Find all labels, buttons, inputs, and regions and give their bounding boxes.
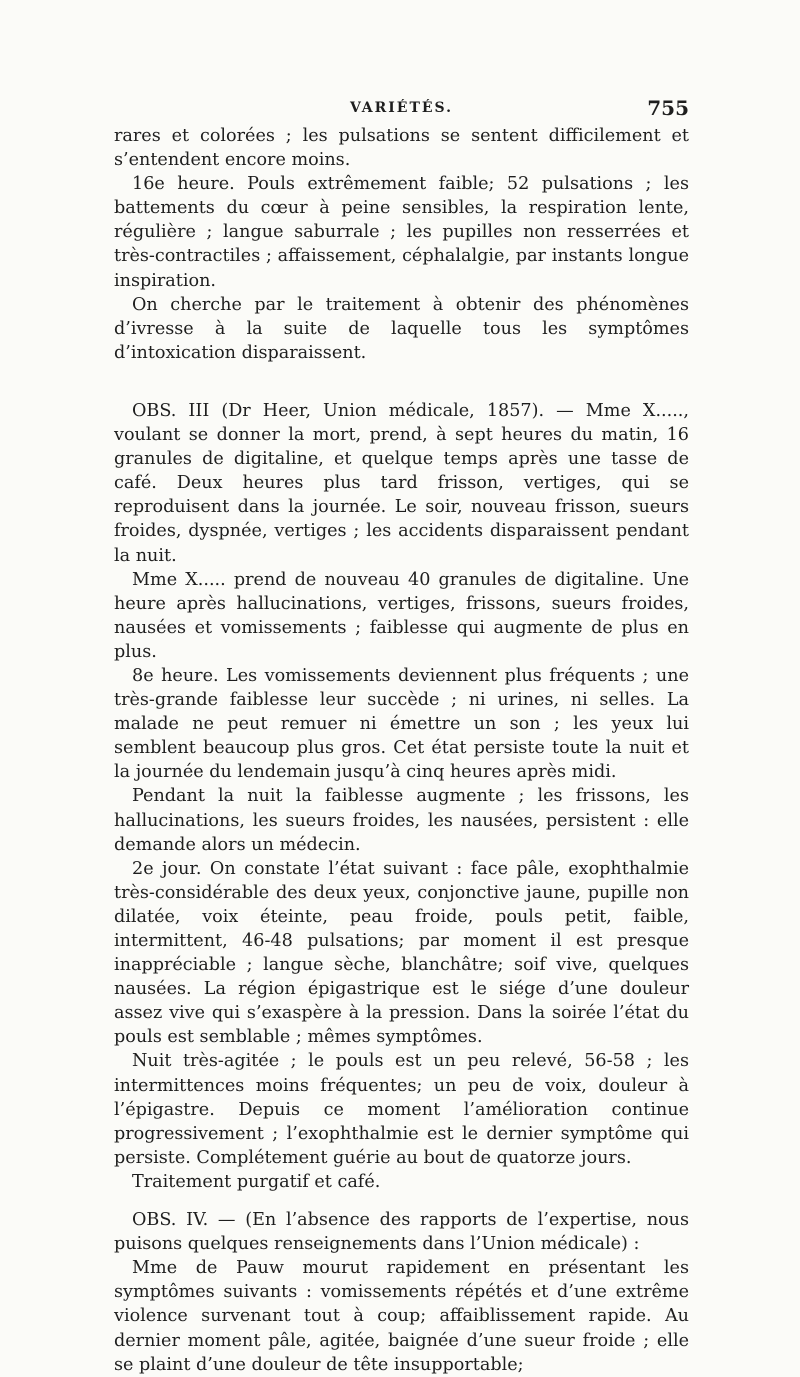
paragraph: Mme de Pauw mourut rapidement en présentant les symptômes suivants : vomissements répétés et d’une extrême violence survenant tout à coup; affaiblissement rapide. Au dernier moment pâle, agitée, baignée d’une sueur froide ; elle se plaint d’une douleur de tête insupportable; bbox=[114, 1258, 689, 1375]
page-header bbox=[114, 96, 689, 124]
paragraph: 16e heure. Pouls extrêmement faible; 52 pulsations ; les battements du cœur à peine sensibles, la respiration lente, régulière ; langue saburrale ; les pupilles non resserrées et très-contractiles ; affaissement, céphalalgie, par instants longue inspiration. bbox=[114, 174, 689, 291]
running-title: VARIÉTÉS. bbox=[349, 100, 454, 116]
section-gap bbox=[114, 1194, 689, 1208]
paragraph: 2e jour. On constate l’état suivant : face pâle, exophthalmie très-considérable des deux yeux, conjonctive jaune, pupille non dilatée, voix éteinte, peau froide, pouls petit, faible, intermittent, 46-48 pulsations; par moment il est presque inappréciable ; langue sèche, blanchâtre; soif vive, quelques nausées. La région épigastrique est le siége d’une douleur assez vive qui s’exaspère à la pression. Dans la soirée l’état du pouls est semblable ; mêmes symptômes. bbox=[114, 858, 689, 1048]
paragraph: Nuit très-agitée ; le pouls est un peu relevé, 56-58 ; les intermittences moins fréquentes; un peu de voix, douleur à l’épigastre. Depuis ce moment l’amélioration continue progressivement ; l’exophthalmie est le dernier symptôme qui persiste. Complétement guérie au bout de quatorze jours. bbox=[114, 1051, 689, 1168]
paragraph: OBS. IV. — (En l’absence des rapports de l’expertise, nous puisons quelques renseignements dans l’Union médicale) : bbox=[114, 1210, 689, 1255]
body-text bbox=[114, 124, 689, 1377]
paragraph: Pendant la nuit la faiblesse augmente ; les frissons, les hallucinations, les sueurs froides, les nausées, persistent : elle demande alors un médecin. bbox=[114, 786, 689, 855]
paragraph: Mme X..... prend de nouveau 40 granules de digitaline. Une heure après hallucinations, vertiges, frissons, sueurs froides, nausées et vomissements ; faiblesse qui augmente de plus en plus. bbox=[114, 569, 689, 662]
section-gap bbox=[114, 365, 689, 399]
paragraph: Traitement purgatif et café. bbox=[132, 1171, 381, 1192]
book-page bbox=[114, 96, 689, 1377]
paragraph: 8e heure. Les vomissements deviennent plus fréquents ; une très-grande faiblesse leur succède ; ni urines, ni selles. La malade ne peut remuer ni émettre un son ; les yeux lui semblent beaucoup plus gros. Cet état persiste toute la nuit et la journée du lendemain jusqu’à cinq heures après midi. bbox=[114, 665, 689, 783]
paragraph: rares et colorées ; les pulsations se sentent difficilement et s’entendent encore moins. bbox=[114, 126, 689, 171]
page-number: 755 bbox=[647, 96, 689, 120]
paragraph: OBS. III (Dr Heer, Union médicale, 1857). — Mme X....., voulant se donner la mort, prend, à sept heures du matin, 16 granules de digitaline, et quelque temps après une tasse de café. Deux heures plus tard frisson, vertiges, qui se reproduisent dans la journée. Le soir, nouveau frisson, sueurs froides, dyspnée, vertiges ; les accidents disparaissent pendant la nuit. bbox=[114, 400, 689, 566]
paragraph: On cherche par le traitement à obtenir des phénomènes d’ivresse à la suite de laquelle tous les symptômes d’intoxication disparaissent. bbox=[114, 294, 689, 363]
